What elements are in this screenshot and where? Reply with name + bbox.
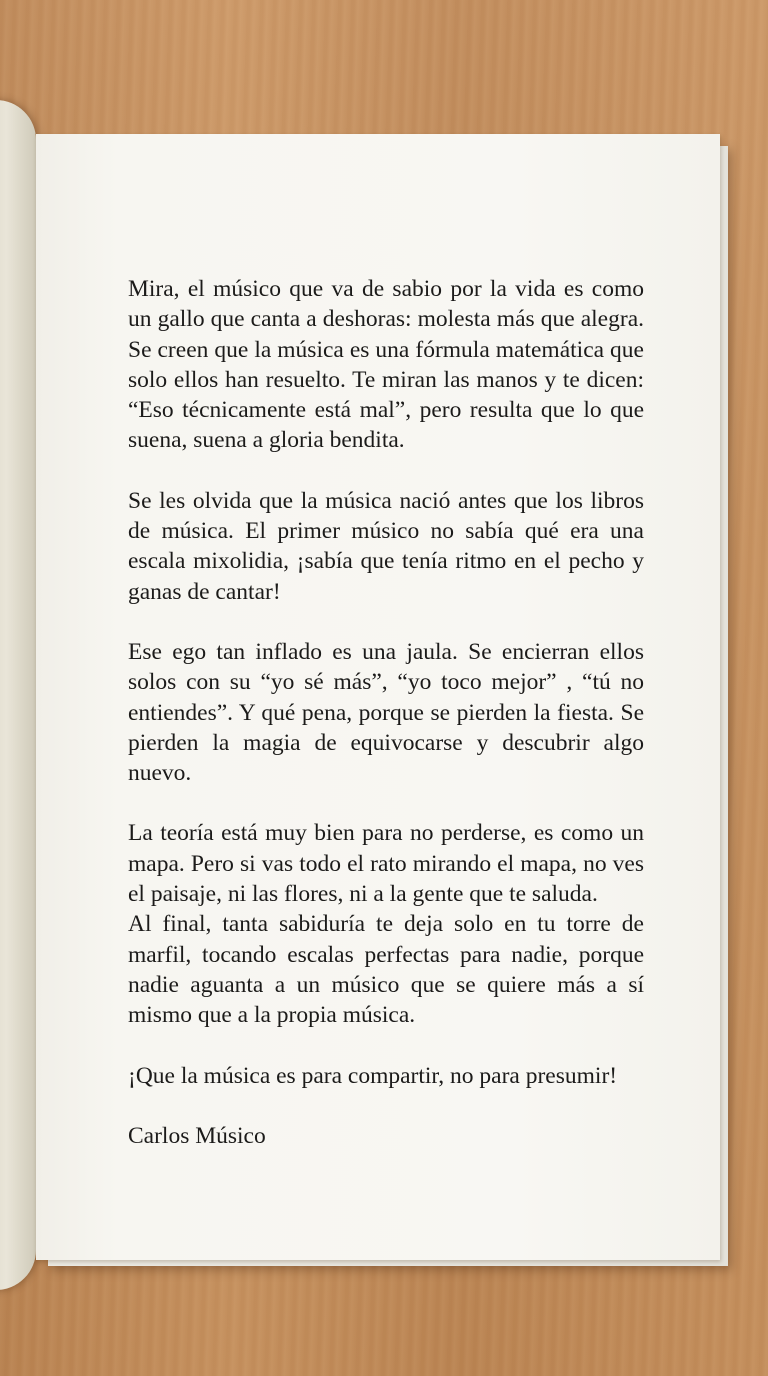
paragraph-1: Mira, el músico que va de sabio por la vida es como un gallo que canta a deshoras: molesta más que alegra. Se creen que la música es una fórmula matemática que solo ellos han resuelto. Te miran las manos y te dicen: “Eso técnicamente está mal”, pero resulta que lo que suena, suena a gloria bendita.: [128, 276, 644, 454]
page-text-block: [128, 274, 644, 1151]
closing-line: ¡Que la música es para compartir, no para presumir!: [128, 1062, 618, 1089]
paragraph-5: Al final, tanta sabiduría te deja solo en tu torre de marfil, tocando escalas perfectas para nadie, porque nadie aguanta a un músico que se quiere más a sí mismo que a la propia música.: [128, 911, 644, 1029]
author-signature: Carlos Músico: [128, 1122, 266, 1149]
book-page: [36, 134, 720, 1260]
paragraph-2: Se les olvida que la música nació antes que los libros de música. El primer músico no sabía qué era una escala mixolidia, ¡sabía que tenía ritmo en el pecho y ganas de cantar!: [128, 487, 644, 605]
paragraph-4: La teoría está muy bien para no perderse, es como un mapa. Pero si vas todo el rato mirando el mapa, no ves el paisaje, ni las flores, ni a la gente que te saluda.: [128, 820, 644, 908]
left-book-page: [0, 100, 36, 1290]
paragraph-3: Ese ego tan inflado es una jaula. Se encierran ellos solos con su “yo sé más”, “yo toco mejor” , “tú no entiendes”. Y qué pena, porque se pierden la fiesta. Se pierden la magia de equivocarse y descubrir algo nuevo.: [128, 638, 644, 787]
